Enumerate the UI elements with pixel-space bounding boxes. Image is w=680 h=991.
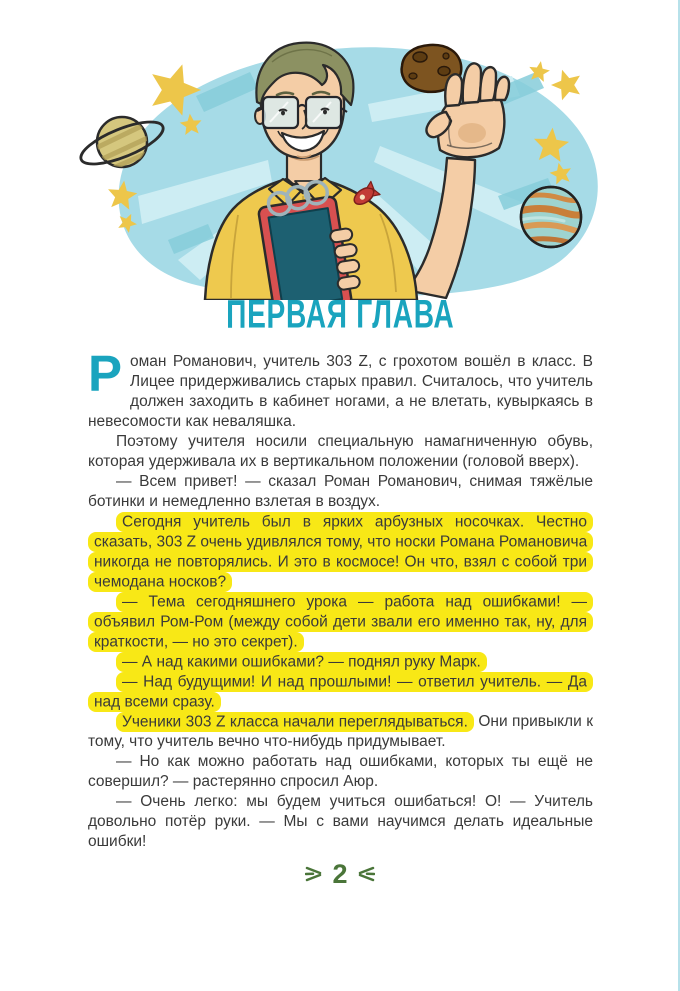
highlighted-text: Ученики 303 Z класса начали переглядываться. (116, 712, 474, 732)
story-paragraph (88, 472, 593, 512)
story-text-segment: оман Романович, учитель 303 Z, с грохотом вошёл в класс. В Лицее придерживались старых правил. Считалось, что учитель должен заходить в кабинет ногами, а не влетать, кувыркаясь в невесомости как неваляшка. (88, 353, 593, 430)
footer-flourish-left-icon (305, 865, 323, 884)
highlighted-text: Сегодня учитель был в ярких арбузных носочках. Честно сказать, 303 Z очень удивлялся тому, что носки Романа Романовича никогда не повторялись. И это в космосе! Он что, взял с собой три чемодана носков? (88, 512, 593, 592)
story-text-segment: — Но как можно работать над ошибками, которых ты ещё не совершил? — растерянно спросил Аюр. (88, 753, 593, 790)
highlighted-text: — Тема сегодняшнего урока — работа над ошибками! — объявил Ром-Ром (между собой дети звали его именно так, ну, для краткости, — но это секрет). (88, 592, 593, 652)
story-paragraph (88, 432, 593, 472)
story-text-segment: — Всем привет! — сказал Роман Романович, снимая тяжёлые ботинки и немедленно взлетая в воздух. (88, 473, 593, 510)
story-text-segment: Поэтому учителя носили специальную намагниченную обувь, которая удерживала их в вертикальном положении (головой вверх). (88, 433, 593, 470)
chapter-illustration (0, 0, 680, 300)
story-paragraph (88, 592, 593, 652)
story-paragraph (88, 652, 593, 672)
drop-cap: Р (88, 345, 123, 402)
chapter-title (0, 295, 680, 336)
story-paragraph (88, 345, 593, 432)
star-icon (548, 65, 586, 102)
story-paragraph (88, 792, 593, 852)
story-paragraph (88, 512, 593, 592)
story-text (88, 345, 593, 852)
highlighted-text: — Над будущими! И над прошлыми! — ответил учитель. — Да над всеми сразу. (88, 672, 593, 712)
story-paragraph (88, 712, 593, 752)
chapter-title-text: ПЕРВАЯ ГЛАВА (225, 293, 455, 337)
footer-flourish-right-icon (357, 865, 375, 884)
page-number-footer (0, 859, 680, 889)
story-paragraph (88, 752, 593, 792)
story-paragraph (88, 672, 593, 712)
story-text-segment: Они привыкли к тому, что учитель вечно что-нибудь придумывает. (88, 713, 593, 750)
story-text-segment: — Очень легко: мы будем учиться ошибаться! О! — Учитель довольно потёр руки. — Мы с вами научимся делать идеальные ошибки! (88, 793, 593, 850)
highlighted-text: — А над какими ошибками? — поднял руку Марк. (116, 652, 487, 672)
page-number: 2 (332, 859, 348, 889)
